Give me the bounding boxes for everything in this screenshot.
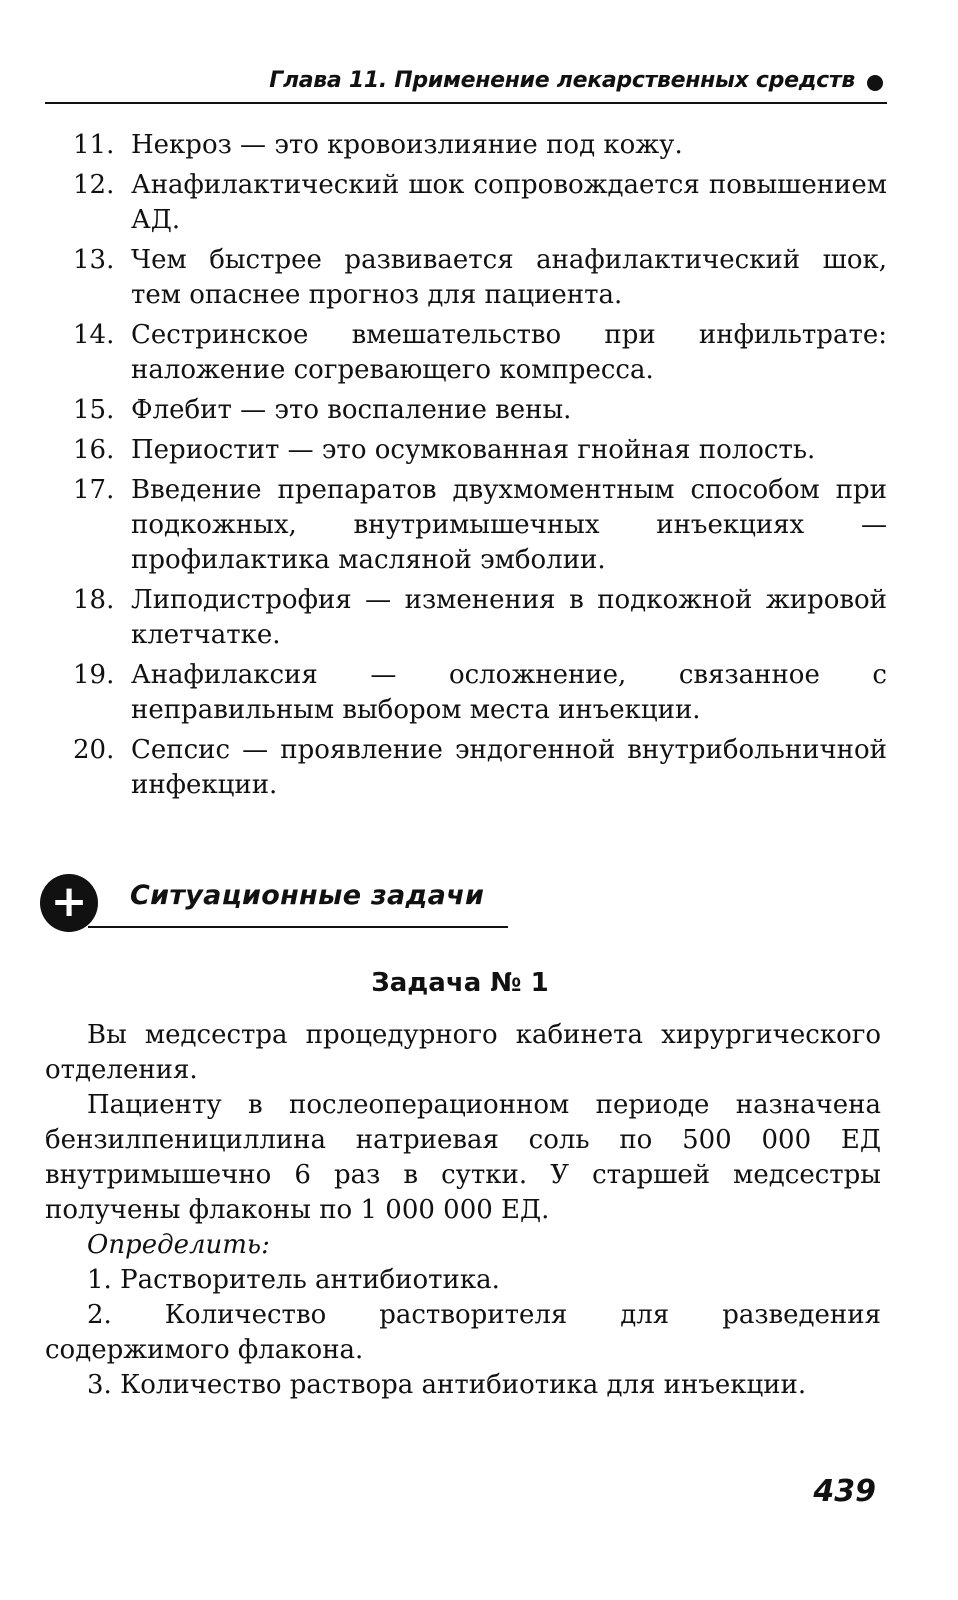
list-item — [45, 128, 887, 163]
bullet-icon — [867, 75, 883, 91]
list-item — [45, 168, 887, 238]
statement-list — [45, 128, 887, 808]
task-body — [45, 1018, 881, 1403]
item-number: 18. — [73, 585, 115, 615]
item-number: 11. — [73, 130, 115, 160]
list-item — [45, 433, 887, 468]
item-number: 20. — [73, 735, 115, 765]
item-text: Некроз — это кровоизлияние под кожу. — [131, 130, 683, 160]
task-question: 2. Количество растворителя для разведения содержимого флакона. — [45, 1300, 881, 1365]
item-number: 16. — [73, 435, 115, 465]
list-item — [45, 318, 887, 388]
item-number: 15. — [73, 395, 115, 425]
list-item — [45, 473, 887, 578]
list-item — [45, 243, 887, 313]
task-title: Задача № 1 — [371, 968, 549, 998]
item-number: 17. — [73, 475, 115, 505]
task-condition: Пациенту в послеоперационном периоде назначена бензилпенициллина натриевая соль по 500 000 ЕД внутримышечно 6 раз в сутки. У старшей медсестры получены флаконы по 1 000 000 ЕД. — [45, 1090, 881, 1225]
chapter-title: Глава 11. Применение лекарственных средств — [269, 68, 855, 93]
list-item — [45, 733, 887, 803]
list-item — [45, 658, 887, 728]
item-text: Липодистрофия — изменения в подкожной жировой клетчатке. — [131, 585, 887, 650]
item-text: Анафилактический шок сопровождается повышением АД. — [131, 170, 887, 235]
section-underline — [88, 926, 508, 928]
item-text: Сестринское вмешательство при инфильтрате: наложение согревающего компресса. — [131, 320, 887, 385]
page-number: 439 — [813, 1474, 876, 1509]
section-heading — [40, 874, 510, 936]
task-question: 3. Количество раствора антибиотика для инъекции. — [87, 1370, 807, 1400]
item-text: Периостит — это осумкованная гнойная полость. — [131, 435, 816, 465]
task-intro: Вы медсестра процедурного кабинета хирургического отделения. — [45, 1020, 881, 1085]
item-number: 19. — [73, 660, 115, 690]
item-number: 12. — [73, 170, 115, 200]
define-label: Определить: — [87, 1230, 270, 1260]
item-text: Введение препаратов двухмоментным способом при подкожных, внутримышечных инъекциях — профилактика масляной эмболии. — [131, 475, 887, 575]
item-text: Анафилаксия — осложнение, связанное с неправильным выбором места инъекции. — [131, 660, 887, 725]
item-number: 13. — [73, 245, 115, 275]
item-number: 14. — [73, 320, 115, 350]
item-text: Сепсис — проявление эндогенной внутрибольничной инфекции. — [131, 735, 887, 800]
running-header — [45, 60, 887, 104]
list-item — [45, 393, 887, 428]
plus-circle-icon: + — [40, 874, 98, 932]
task-question: 1. Растворитель антибиотика. — [87, 1265, 500, 1295]
list-item — [45, 583, 887, 653]
item-text: Чем быстрее развивается анафилактический шок, тем опаснее прогноз для пациента. — [131, 245, 887, 310]
section-title: Ситуационные задачи — [130, 880, 485, 911]
item-text: Флебит — это воспаление вены. — [131, 395, 572, 425]
